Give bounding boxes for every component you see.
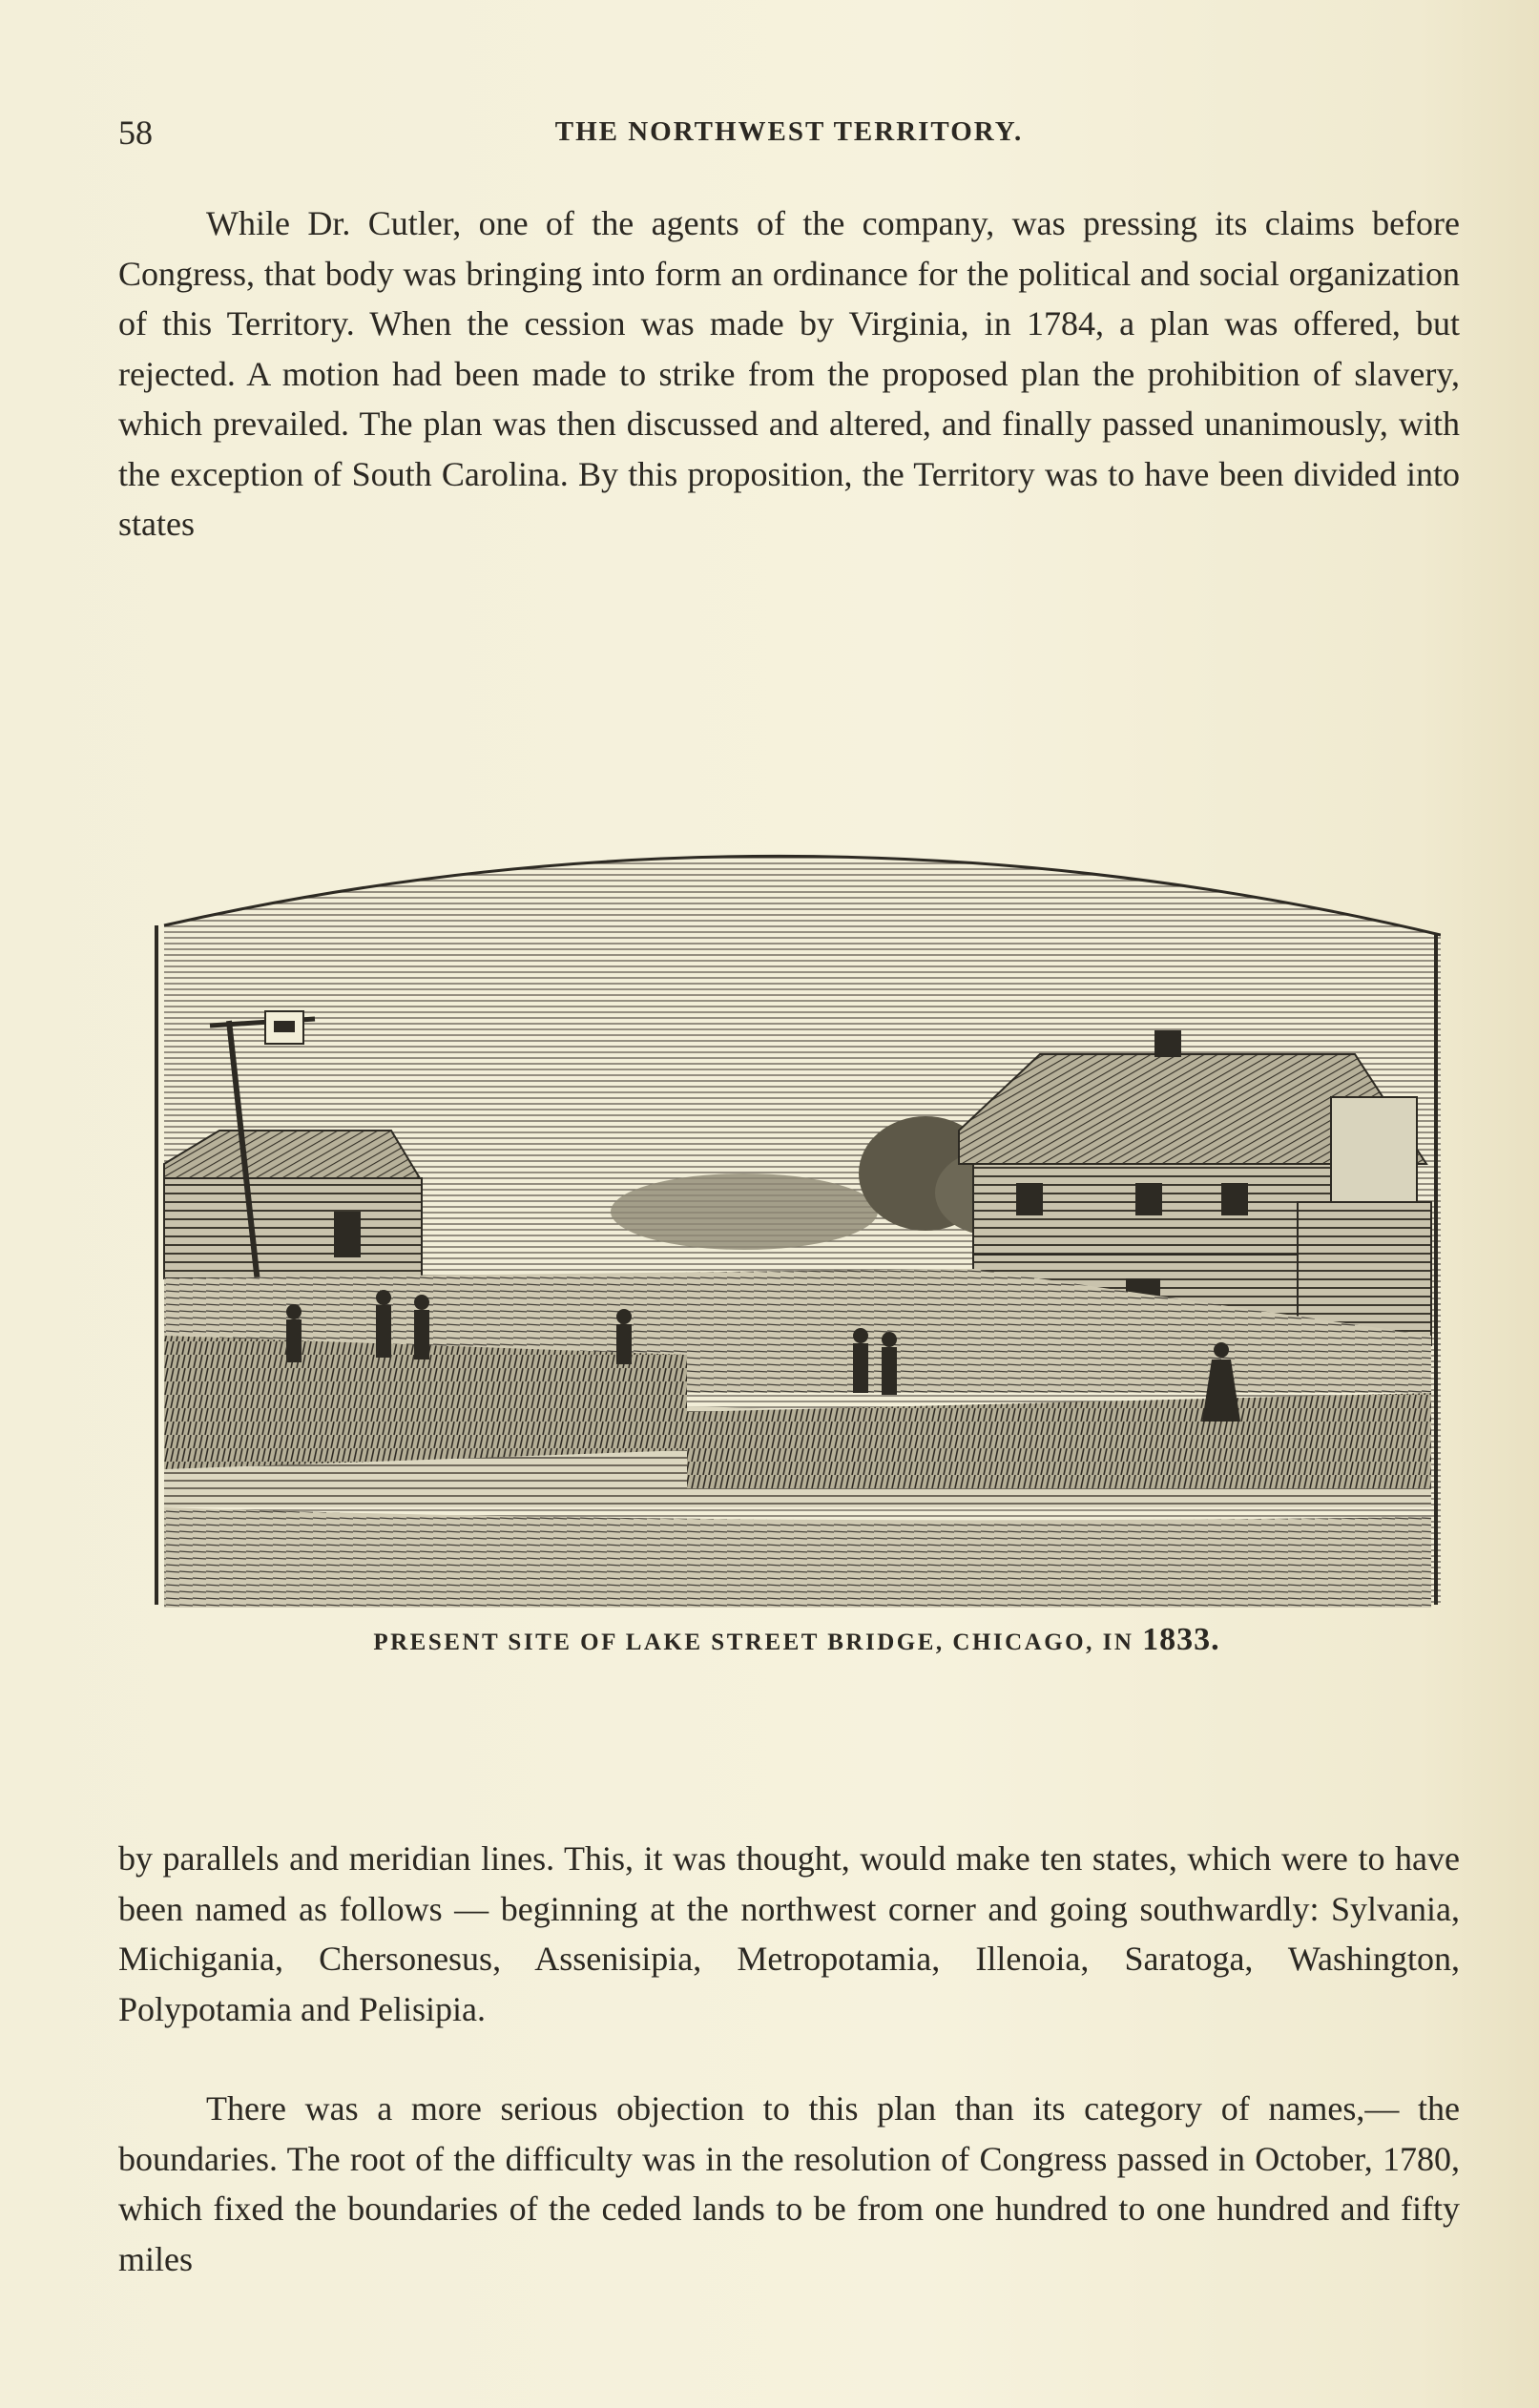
page-header	[118, 113, 1460, 160]
running-title: THE NORTHWEST TERRITORY.	[554, 116, 1024, 147]
paragraph-boundaries: There was a more serious objection to this plan than its category of names,— the boundaries. The root of the difficulty was in the resolution of Congress passed in October, 1780, which fixed the boundaries of the ceded lands to be from one hundred to one hundred and fifty miles	[118, 2089, 1460, 2278]
figure-caption	[153, 1622, 1441, 1658]
page-number: 58	[118, 114, 153, 152]
engraving-svg	[153, 820, 1441, 1608]
paragraph-state-names: by parallels and meridian lines. This, it was thought, would make ten states, which were to have been named as follows — beginning at the northwest corner and going southwardly: Sylvania, Michigania, Chersonesus, Assenisipia, Metropotamia, Illenoia, Saratoga, Washington, Polypotamia and Pelisipia.	[118, 1839, 1460, 2028]
caption-year: 1833.	[1142, 1622, 1220, 1657]
paragraph-ordinance: While Dr. Cutler, one of the agents of the company, was pressing its claims before Congress, that body was bringing into form an ordinance for the political and social organization of this Territory. When the cession was made by Virginia, in 1784, a plan was offered, but rejected. A motion had been made to strike from the proposed plan the prohibition of slavery, which prevailed. The plan was then discussed and altered, and finally passed unanimously, with the exception of South Carolina. By this proposition, the Territory was to have been divided into states	[118, 204, 1460, 543]
caption-text: PRESENT SITE OF LAKE STREET BRIDGE, CHICAGO, IN	[373, 1630, 1134, 1655]
engraving-illustration	[153, 820, 1441, 1608]
